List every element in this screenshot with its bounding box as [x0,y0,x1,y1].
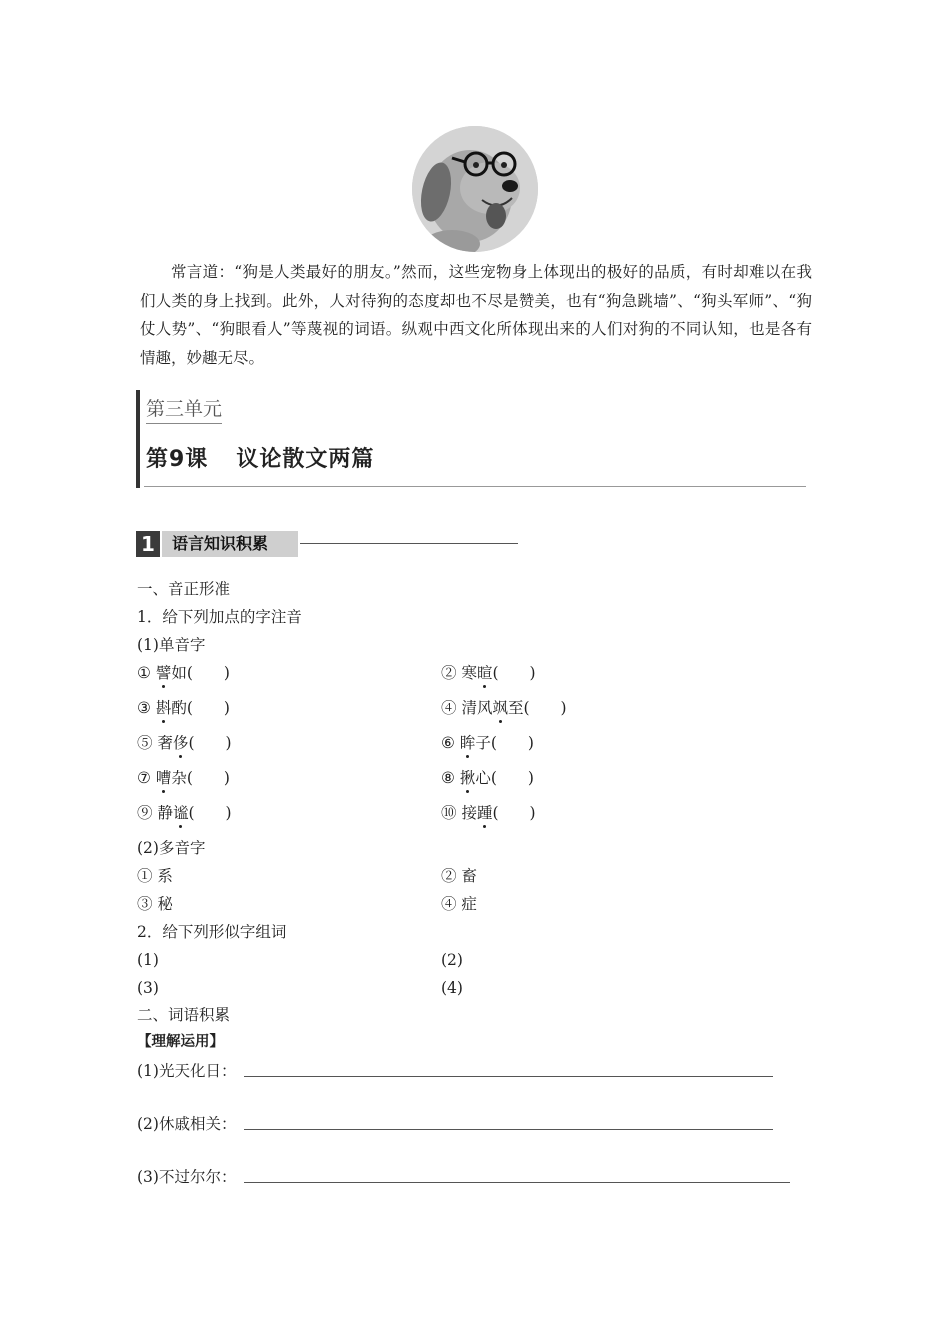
pinyin-item: ② 寒暄( ) [441,664,536,682]
question-2: 2．给下列形似字组词 [137,923,287,941]
shape-item: (3) [137,979,159,997]
lesson-number: 第9课 [146,447,209,472]
sub-heading-single: (1)单音字 [137,636,206,654]
answer-blank[interactable] [244,1076,773,1077]
lesson-title [146,442,374,473]
vocab-term: (1)光天化日： [137,1062,237,1080]
vocab-term: (2)休戚相关： [137,1115,237,1133]
section-number: 1 [136,531,160,557]
unit-label: 第三单元 [146,394,222,424]
pinyin-item: ⑩ 接踵( ) [441,804,536,822]
unit-divider [144,486,806,487]
section-title: 语言知识积累 [162,531,298,557]
section-header [136,531,518,557]
shape-item: (4) [441,979,463,997]
pinyin-item: ④ 清风飒至( ) [441,699,567,717]
multi-item: ② 畜 [441,867,477,885]
pinyin-item: ⑨ 静谧( ) [137,804,232,822]
multi-item: ④ 症 [441,895,477,913]
pinyin-item: ⑥ 眸子( ) [441,734,534,752]
intro-paragraph: 常言道：“狗是人类最好的朋友。”然而，这些宠物身上体现出的极好的品质，有时却难以在我们人类的身上找到。此外，人对待狗的态度却也不尽是赞美，也有“狗急跳墙”、“狗头军师”、“狗仗人势”、“狗眼看人”等蔑视的词语。纵观中西文化所体现出来的人们对狗的不同认知，也是各有情趣，妙趣无尽。 [140,263,812,367]
multi-item: ③ 秘 [137,895,173,913]
section-rule [300,543,518,544]
shape-item: (2) [441,951,463,969]
part1-heading: 一、音正形准 [137,580,231,598]
pinyin-item: ⑧ 揪心( ) [441,769,534,787]
pinyin-item: ⑦ 嘈杂( ) [137,769,230,787]
pinyin-item: ③ 斟酌( ) [137,699,230,717]
understanding-tag: 【理解运用】 [137,1034,224,1050]
answer-blank[interactable] [244,1129,773,1130]
unit-header [136,390,806,488]
pinyin-item: ⑤ 奢侈( ) [137,734,232,752]
answer-blank[interactable] [244,1182,790,1183]
part2-heading: 二、词语积累 [137,1006,231,1024]
shape-item: (1) [137,951,159,969]
pinyin-item: ① 譬如( ) [137,664,230,682]
question-1: 1．给下列加点的字注音 [137,608,302,626]
dog-with-glasses-photo [412,126,538,252]
lesson-name: 议论散文两篇 [236,447,375,472]
unit-side-bar [136,390,140,488]
sub-heading-multi: (2)多音字 [137,839,206,857]
multi-item: ① 系 [137,867,173,885]
vocab-term: (3)不过尔尔： [137,1168,237,1186]
